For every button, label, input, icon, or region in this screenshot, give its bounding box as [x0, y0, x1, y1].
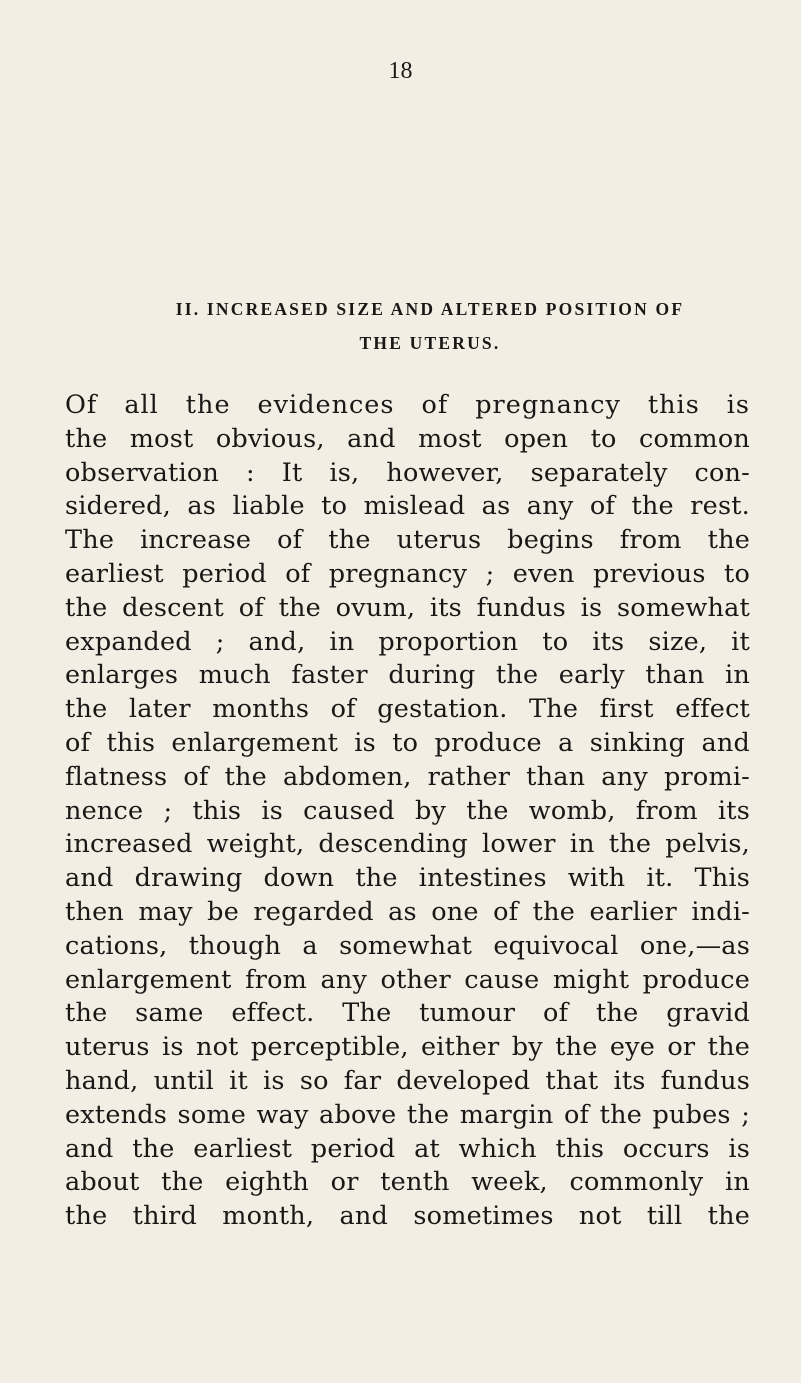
text-line: of this enlargement is to produce a sinking and: [65, 727, 750, 758]
text-line: and the earliest period at which this occurs is: [65, 1133, 750, 1164]
text-line: hand, until it is so far developed that its fundus: [65, 1065, 750, 1096]
text-line: cations, though a somewhat equivocal one,—as: [65, 930, 750, 961]
text-line: the most obvious, and most open to common: [65, 423, 750, 454]
section-heading-line-1: II. INCREASED SIZE AND ALTERED POSITION OF: [175, 299, 685, 319]
text-line: expanded ; and, in proportion to its size, it: [65, 626, 750, 657]
text-line: earliest period of pregnancy ; even previous to: [65, 558, 750, 589]
text-line: Of all the evidences of pregnancy this is: [65, 390, 750, 420]
text-line: enlargement from any other cause might produce: [65, 964, 750, 995]
text-line: and drawing down the intestines with it. This: [65, 863, 750, 894]
page-number: 18: [388, 58, 413, 84]
text-line: the third month, and sometimes not till the: [65, 1201, 750, 1232]
text-line: enlarges much faster during the early than in: [65, 660, 750, 691]
body-paragraph: [65, 389, 750, 1234]
text-line: the descent of the ovum, its fundus is somewhat: [65, 592, 750, 623]
text-line: increased weight, descending lower in the pelvis,: [65, 829, 750, 860]
text-line: extends some way above the margin of the pubes ;: [65, 1099, 750, 1130]
text-line: the same effect. The tumour of the gravid: [65, 998, 750, 1029]
section-heading: [110, 292, 750, 360]
text-line: then may be regarded as one of the earlier indi-: [65, 896, 750, 927]
text-line: observation : It is, however, separately con-: [65, 457, 750, 488]
text-line: nence ; this is caused by the womb, from its: [65, 795, 750, 826]
section-heading-line-2: THE UTERUS.: [359, 333, 501, 353]
text-line: about the eighth or tenth week, commonly in: [65, 1167, 750, 1198]
text-line: uterus is not perceptible, either by the eye or the: [65, 1032, 750, 1063]
text-line: The increase of the uterus begins from the: [65, 525, 750, 556]
text-line: flatness of the abdomen, rather than any promi-: [65, 761, 750, 792]
text-line: sidered, as liable to mislead as any of the rest.: [65, 491, 750, 522]
text-line: the later months of gestation. The first effect: [65, 694, 750, 725]
